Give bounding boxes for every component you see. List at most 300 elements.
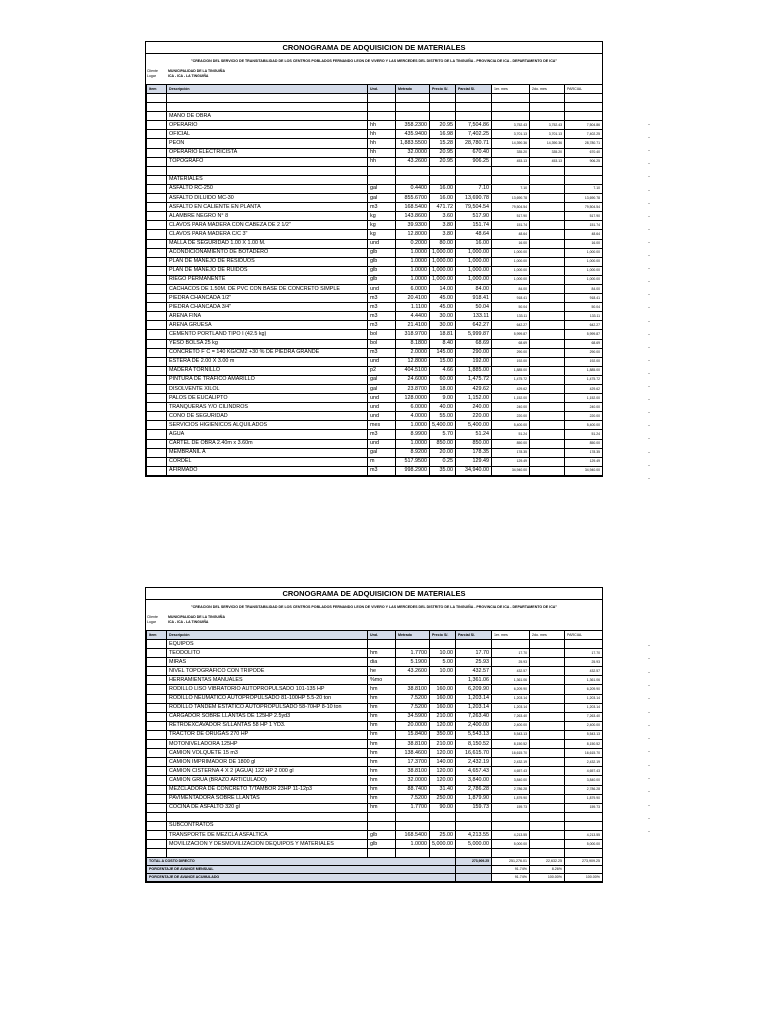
table-row <box>147 749 603 758</box>
row-metrado: 1.0000 <box>396 248 430 257</box>
row-description: TEODOLITO <box>167 649 368 658</box>
row-month-1: 13,690.78 <box>492 194 530 203</box>
row-metrado: 20.4100 <box>396 294 430 303</box>
row-parcial: 7,402.25 <box>456 130 492 139</box>
row-unit: kg <box>368 212 396 221</box>
row-parcial: 1,361.06 <box>456 676 492 685</box>
row-item <box>147 849 167 858</box>
row-month-1: 16.00 <box>492 239 530 248</box>
row-unit: m3 <box>368 312 396 321</box>
row-precio: 120.00 <box>430 721 456 730</box>
totals-label: PORCENTAJE DE AVANCE ACUMULADO <box>147 874 456 882</box>
row-item <box>147 821 167 830</box>
row-month-1 <box>492 166 530 175</box>
row-precio <box>430 676 456 685</box>
table-row <box>147 221 603 230</box>
row-description: MALLA DE SEGURIDAD 1.00 X 1.00 M. <box>167 239 368 248</box>
row-month-2 <box>530 203 565 212</box>
row-description: CLAVOS PARA MADERA C/C 3" <box>167 230 368 239</box>
totals-month-1: 91.74% <box>492 866 530 874</box>
row-parcial: 2,400.00 <box>456 721 492 730</box>
row-description: EQUIPOS <box>167 640 368 649</box>
side-dash: - <box>648 656 650 663</box>
row-parcial-total: 151.74 <box>565 221 603 230</box>
table-row <box>147 776 603 785</box>
place-label: Lugar <box>147 74 156 78</box>
row-precio <box>430 640 456 649</box>
row-precio: 350.00 <box>430 730 456 739</box>
table-row <box>147 330 603 339</box>
row-item <box>147 685 167 694</box>
row-metrado: 1.7700 <box>396 649 430 658</box>
row-month-2 <box>530 740 565 749</box>
row-month-1: 2,432.19 <box>492 758 530 767</box>
side-dash: - <box>648 187 650 194</box>
table-row <box>147 821 603 830</box>
row-parcial-total: 517.90 <box>565 212 603 221</box>
row-item <box>147 830 167 839</box>
row-item <box>147 385 167 394</box>
row-month-2 <box>530 357 565 366</box>
table-row <box>147 175 603 184</box>
table-row <box>147 266 603 275</box>
row-item <box>147 812 167 821</box>
row-unit: he <box>368 667 396 676</box>
row-item <box>147 175 167 184</box>
row-precio <box>430 821 456 830</box>
row-unit: gal <box>368 375 396 384</box>
row-description: PALOS DE EUCALIPTO <box>167 394 368 403</box>
row-unit <box>368 812 396 821</box>
row-item <box>147 794 167 803</box>
row-unit: hh <box>368 139 396 148</box>
row-item <box>147 640 167 649</box>
header-desc: Descripción <box>167 85 368 94</box>
place-label: Lugar <box>147 620 156 624</box>
row-unit <box>368 821 396 830</box>
row-unit: hm <box>368 712 396 721</box>
row-month-2 <box>530 330 565 339</box>
row-unit: m3 <box>368 303 396 312</box>
row-item <box>147 148 167 157</box>
row-item <box>147 803 167 812</box>
row-description: TOPOGRAFO <box>167 157 368 166</box>
row-item <box>147 721 167 730</box>
row-description: ASFALTO RC-250 <box>167 184 368 193</box>
row-item <box>147 184 167 193</box>
row-item <box>147 94 167 103</box>
row-month-1: 3,840.00 <box>492 776 530 785</box>
header-precio: Precio S/. <box>430 85 456 94</box>
row-metrado <box>396 94 430 103</box>
row-parcial-total: 5,000.00 <box>565 840 603 849</box>
row-month-1: 51.24 <box>492 430 530 439</box>
row-parcial-total: 670.40 <box>565 148 603 157</box>
row-item <box>147 658 167 667</box>
row-item <box>147 439 167 448</box>
row-precio: 160.00 <box>430 703 456 712</box>
table-row <box>147 703 603 712</box>
row-precio: 20.00 <box>430 448 456 457</box>
row-parcial: 159.73 <box>456 803 492 812</box>
table-row <box>147 148 603 157</box>
table-row <box>147 758 603 767</box>
header-item: Item <box>147 85 167 94</box>
header-row <box>147 85 603 94</box>
side-dash: - <box>648 331 650 338</box>
row-precio: 5.70 <box>430 430 456 439</box>
row-parcial: 6,209.90 <box>456 685 492 694</box>
row-parcial-total: 2,432.19 <box>565 758 603 767</box>
row-parcial: 17.70 <box>456 649 492 658</box>
table-row <box>147 457 603 466</box>
row-month-1: 1,000.00 <box>492 248 530 257</box>
row-parcial: 133.11 <box>456 312 492 321</box>
row-description: CAMION CISTERNA 4 X 2 (AGUA) 122 HP 2 000 gl <box>167 767 368 776</box>
row-precio: 30.00 <box>430 321 456 330</box>
row-parcial-total <box>565 166 603 175</box>
row-item <box>147 749 167 758</box>
row-parcial-total: 79,504.54 <box>565 203 603 212</box>
row-precio: 8.40 <box>430 339 456 348</box>
row-month-1: 453.13 <box>492 157 530 166</box>
row-precio: 90.00 <box>430 803 456 812</box>
row-description: CLAVOS PARA MADERA CON CABEZA DE 2 1/2" <box>167 221 368 230</box>
row-metrado: 168.5400 <box>396 830 430 839</box>
row-item <box>147 703 167 712</box>
row-unit: mes <box>368 421 396 430</box>
row-month-2 <box>530 94 565 103</box>
table-row <box>147 166 603 175</box>
row-month-1: 3,752.43 <box>492 121 530 130</box>
header-row <box>147 631 603 640</box>
side-dash: - <box>648 292 650 299</box>
row-unit: und <box>368 412 396 421</box>
row-metrado: 7.5200 <box>396 703 430 712</box>
row-metrado <box>396 821 430 830</box>
row-item <box>147 139 167 148</box>
table-row <box>147 740 603 749</box>
row-month-2 <box>530 849 565 858</box>
row-month-1: 25.93 <box>492 658 530 667</box>
row-description: OPERARIO ELECTRICISTA <box>167 148 368 157</box>
table-row <box>147 94 603 103</box>
row-metrado: 32.0000 <box>396 148 430 157</box>
equipment-table <box>146 630 603 882</box>
row-precio: 35.00 <box>430 466 456 475</box>
row-precio: 16.00 <box>430 184 456 193</box>
row-precio: 160.00 <box>430 685 456 694</box>
row-metrado: 23.8700 <box>396 385 430 394</box>
row-parcial-total: 1,152.00 <box>565 394 603 403</box>
row-metrado: 0.2000 <box>396 239 430 248</box>
row-precio: 5,400.00 <box>430 421 456 430</box>
header-month-1: 1er. mes <box>492 85 530 94</box>
header-month-2: 2do. mes <box>530 631 565 640</box>
row-item <box>147 221 167 230</box>
row-parcial-total <box>565 640 603 649</box>
row-precio: 471.72 <box>430 203 456 212</box>
row-parcial-total: 1,203.14 <box>565 703 603 712</box>
row-metrado: 43.2600 <box>396 157 430 166</box>
row-parcial: 220.00 <box>456 412 492 421</box>
row-parcial: 25.93 <box>456 658 492 667</box>
totals-month-2: 100.00% <box>530 874 565 882</box>
side-dash: - <box>648 397 650 404</box>
row-month-2 <box>530 658 565 667</box>
side-dash: - <box>648 226 650 233</box>
row-metrado: 32.0000 <box>396 776 430 785</box>
row-parcial-total: 5,543.13 <box>565 730 603 739</box>
row-item <box>147 212 167 221</box>
row-parcial-total: 240.00 <box>565 403 603 412</box>
row-description: ARENA GRUESA <box>167 321 368 330</box>
row-precio <box>430 166 456 175</box>
row-parcial: 7.10 <box>456 184 492 193</box>
row-parcial: 84.00 <box>456 284 492 293</box>
row-month-2 <box>530 385 565 394</box>
row-metrado: 43.2600 <box>396 667 430 676</box>
row-parcial-total: 4,213.55 <box>565 830 603 839</box>
side-dash: - <box>648 161 650 168</box>
row-metrado: 318.9700 <box>396 330 430 339</box>
row-month-2 <box>530 703 565 712</box>
row-precio: 3.80 <box>430 230 456 239</box>
row-parcial: 3,840.00 <box>456 776 492 785</box>
row-month-1: 517.90 <box>492 212 530 221</box>
row-precio: 15.28 <box>430 139 456 148</box>
row-parcial: 129.49 <box>456 457 492 466</box>
row-parcial: 4,213.55 <box>456 830 492 839</box>
row-description: OPERARIO <box>167 121 368 130</box>
row-month-2 <box>530 840 565 849</box>
side-dash: - <box>648 122 650 128</box>
row-unit: m3 <box>368 466 396 475</box>
row-precio: 16.00 <box>430 194 456 203</box>
header-metrado: Metrado <box>396 85 430 94</box>
row-parcial: 151.74 <box>456 221 492 230</box>
row-metrado: 358.2300 <box>396 121 430 130</box>
row-month-1: 5,400.00 <box>492 421 530 430</box>
row-parcial: 5,000.00 <box>456 840 492 849</box>
row-item <box>147 430 167 439</box>
row-description: MEZCLADORA DE CONCRETO T/TAMBOR 23HP 11-12p3 <box>167 785 368 794</box>
row-precio: 31.40 <box>430 785 456 794</box>
row-month-2 <box>530 312 565 321</box>
row-unit: p2 <box>368 366 396 375</box>
row-description: TRANSPORTE DE MEZCLA ASFALTICA <box>167 830 368 839</box>
row-description <box>167 849 368 858</box>
row-parcial-total <box>565 849 603 858</box>
table-row <box>147 312 603 321</box>
row-parcial-total <box>565 175 603 184</box>
row-metrado: 138.4600 <box>396 749 430 758</box>
row-metrado: 5.1900 <box>396 658 430 667</box>
row-description: RIEGO PERMANENTE <box>167 275 368 284</box>
row-month-1: 2,400.00 <box>492 721 530 730</box>
row-parcial: 13,690.78 <box>456 194 492 203</box>
row-item <box>147 339 167 348</box>
table-row <box>147 284 603 293</box>
row-precio <box>430 175 456 184</box>
row-precio: 1,000.00 <box>430 248 456 257</box>
row-month-1: 1,879.90 <box>492 794 530 803</box>
row-unit <box>368 112 396 121</box>
row-month-2 <box>530 667 565 676</box>
row-unit: hh <box>368 148 396 157</box>
row-description: SUBCONTRATOS <box>167 821 368 830</box>
row-month-2 <box>530 785 565 794</box>
row-month-2 <box>530 221 565 230</box>
row-month-1: 1,000.00 <box>492 266 530 275</box>
row-description: PAVIMENTADORA SOBRE LLANTAS <box>167 794 368 803</box>
row-parcial: 16,615.70 <box>456 749 492 758</box>
row-description: MIRAS <box>167 658 368 667</box>
row-metrado: 12.8000 <box>396 357 430 366</box>
row-unit: hm <box>368 740 396 749</box>
side-dash: - <box>648 696 650 703</box>
row-unit: dia <box>368 658 396 667</box>
row-month-1: 50.04 <box>492 303 530 312</box>
row-unit: hm <box>368 776 396 785</box>
row-item <box>147 203 167 212</box>
side-dash: - <box>648 722 650 729</box>
row-metrado: 6.0000 <box>396 403 430 412</box>
row-month-2: 3,701.13 <box>530 130 565 139</box>
row-precio: 25.00 <box>430 830 456 839</box>
row-parcial-total: 5,999.87 <box>565 330 603 339</box>
totals-month-2: 22,632.25 <box>530 858 565 866</box>
row-month-1: 1,203.14 <box>492 703 530 712</box>
place-name: ICA - ICA - LA TINGUIÑA <box>168 620 209 624</box>
row-month-1: 5,000.00 <box>492 840 530 849</box>
row-description: CEMENTO PORTLAND TIPO I (42.5 kg) <box>167 330 368 339</box>
side-dash: - <box>648 384 650 390</box>
row-unit: m3 <box>368 294 396 303</box>
row-description: PIEDRA CHANCADA 1/2" <box>167 294 368 303</box>
row-month-1 <box>492 812 530 821</box>
row-precio: 60.00 <box>430 375 456 384</box>
table-row <box>147 385 603 394</box>
side-dash: - <box>648 789 650 796</box>
table-row <box>147 640 603 649</box>
row-description: SERVICIOS HIGIENICOS ALQUILADOS <box>167 421 368 430</box>
row-description: ACONDICIONAMIENTO DE BOTADERO <box>167 248 368 257</box>
row-parcial: 2,786.28 <box>456 785 492 794</box>
row-description: MATERIALES <box>167 175 368 184</box>
row-item <box>147 740 167 749</box>
side-dash: - <box>648 279 650 286</box>
row-parcial: 4,657.43 <box>456 767 492 776</box>
totals-parcial: 273,909.25 <box>456 858 492 866</box>
row-description: PIEDRA CHANCADA 3/4" <box>167 303 368 312</box>
row-unit: gal <box>368 385 396 394</box>
row-metrado: 998.2900 <box>396 466 430 475</box>
side-dash: - <box>648 200 650 207</box>
row-precio: 20.95 <box>430 148 456 157</box>
table-row <box>147 212 603 221</box>
row-parcial-total: 429.62 <box>565 385 603 394</box>
row-month-1: 8,150.52 <box>492 740 530 749</box>
row-item <box>147 667 167 676</box>
row-month-1: 5,543.13 <box>492 730 530 739</box>
header-month-1: 1er. mes <box>492 631 530 640</box>
row-precio: 210.00 <box>430 712 456 721</box>
table-row <box>147 840 603 849</box>
row-month-2 <box>530 184 565 193</box>
row-unit: hm <box>368 694 396 703</box>
row-parcial: 517.90 <box>456 212 492 221</box>
materials-table <box>146 84 603 476</box>
table-row <box>147 667 603 676</box>
row-unit <box>368 640 396 649</box>
row-month-2 <box>530 430 565 439</box>
table-row <box>147 275 603 284</box>
row-unit: bol <box>368 330 396 339</box>
row-metrado: 88.7400 <box>396 785 430 794</box>
row-parcial: 2,432.19 <box>456 758 492 767</box>
side-dash: - <box>648 829 650 836</box>
row-parcial-total: 13,690.78 <box>565 194 603 203</box>
table-row <box>147 430 603 439</box>
row-unit: m3 <box>368 203 396 212</box>
row-metrado: 1.0000 <box>396 275 430 284</box>
row-metrado: 38.8100 <box>396 685 430 694</box>
table-row <box>147 121 603 130</box>
row-precio: 55.00 <box>430 412 456 421</box>
row-precio: 5.00 <box>430 658 456 667</box>
row-metrado: 0.4400 <box>396 184 430 193</box>
row-parcial: 51.24 <box>456 430 492 439</box>
row-parcial-total: 1,000.00 <box>565 257 603 266</box>
row-description: CARGADOR SOBRE LLANTAS DE 125HP 2.5yd3 <box>167 712 368 721</box>
row-month-1: 17.70 <box>492 649 530 658</box>
row-unit <box>368 94 396 103</box>
side-dash: - <box>648 148 650 155</box>
row-metrado: 2.0000 <box>396 348 430 357</box>
side-dash: - <box>648 802 650 809</box>
row-month-2: 14,390.36 <box>530 139 565 148</box>
row-metrado: 128.0000 <box>396 394 430 403</box>
row-month-1: 2,786.28 <box>492 785 530 794</box>
row-month-2 <box>530 348 565 357</box>
row-metrado: 1.0000 <box>396 266 430 275</box>
totals-label: PORCENTAJE DE AVANCE MENSUAL <box>147 866 456 874</box>
row-parcial: 642.27 <box>456 321 492 330</box>
row-description: RODILLO TANDEM ESTATICO AUTOPROPULSADO 58-70HP 8-10 ton <box>167 703 368 712</box>
table-row <box>147 403 603 412</box>
row-metrado: 404.5100 <box>396 366 430 375</box>
row-month-2 <box>530 230 565 239</box>
row-parcial: 1,000.00 <box>456 248 492 257</box>
row-parcial: 5,543.13 <box>456 730 492 739</box>
header-unit: Und. <box>368 85 396 94</box>
row-parcial-total: 129.49 <box>565 457 603 466</box>
row-month-1: 6,209.90 <box>492 685 530 694</box>
totals-parcial-total <box>565 866 603 874</box>
row-precio: 80.00 <box>430 239 456 248</box>
row-description: ASFALTO EN CALIENTE EN PLANTA <box>167 203 368 212</box>
row-month-1: 16,615.70 <box>492 749 530 758</box>
row-precio: 120.00 <box>430 767 456 776</box>
header-metrado: Metrado <box>396 631 430 640</box>
row-parcial: 290.00 <box>456 348 492 357</box>
table-row <box>147 685 603 694</box>
row-month-2 <box>530 375 565 384</box>
table-row <box>147 849 603 858</box>
row-parcial-total: 178.35 <box>565 448 603 457</box>
row-description: YESO BOLSA 25 kg <box>167 339 368 348</box>
